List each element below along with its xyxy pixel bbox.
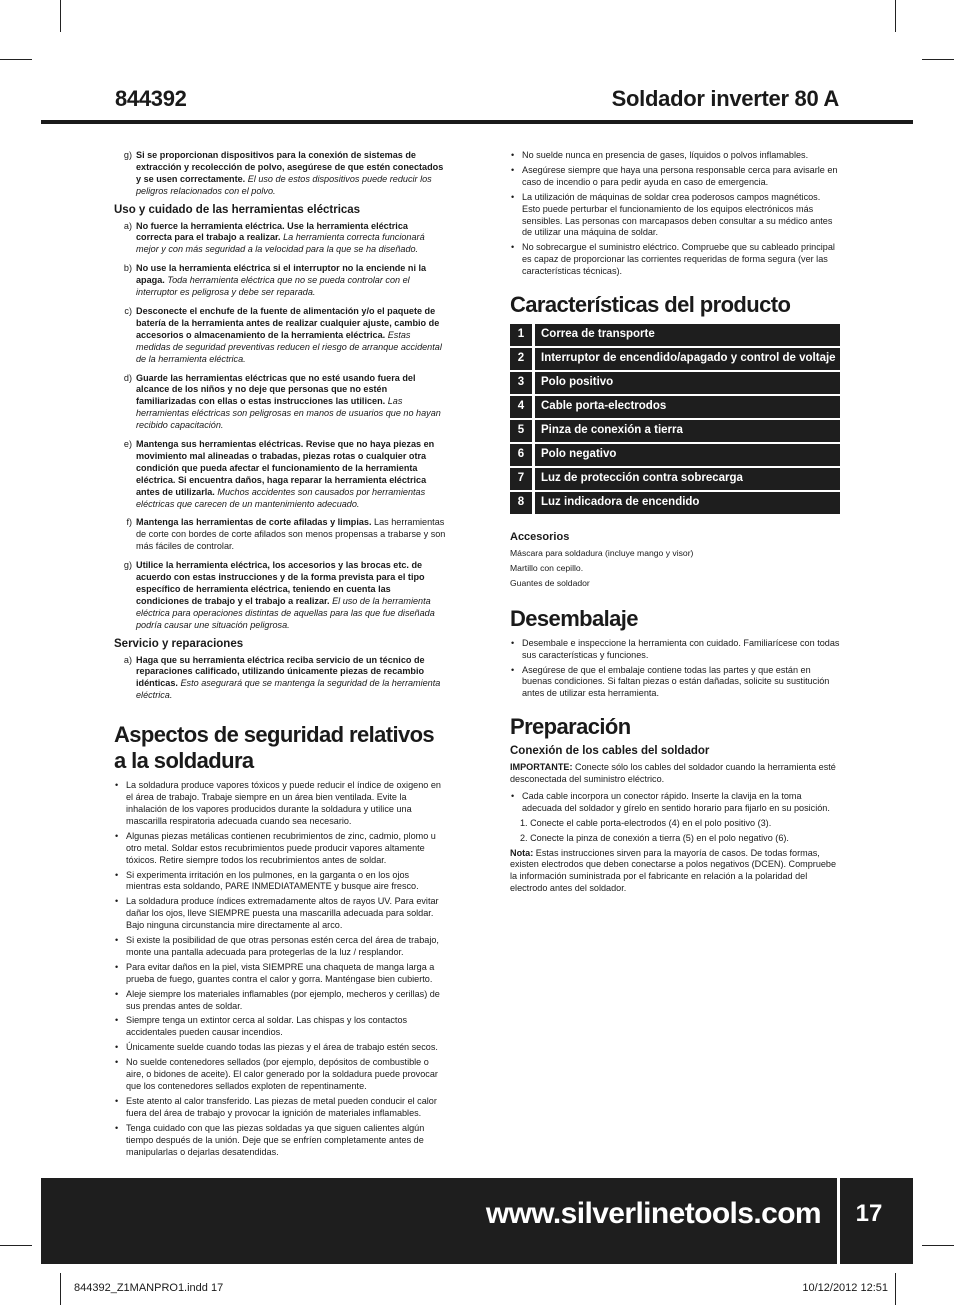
section-heading: Características del producto [510, 292, 791, 318]
item-italic-text: Esto asegurará que se mantenga la seguridad de la herramienta eléctrica. [136, 678, 441, 701]
feature-label: Polo negativo [535, 444, 840, 466]
accessories-list [510, 548, 840, 590]
feature-label: Correa de transporte [535, 324, 840, 346]
product-title: Soldador inverter 80 A [611, 86, 839, 111]
feature-number: 5 [510, 420, 532, 442]
item-label: a) [123, 220, 132, 231]
crop-mark [0, 1245, 32, 1246]
list-item: • Si existe la posibilidad de que otras personas estén cerca del área de trabajo, monte una pantalla adecuada para protegerlas de la luz / resplandor. [114, 935, 446, 959]
section-subheading: Uso y cuidado de las herramientas eléctricas [114, 203, 361, 216]
feature-row [510, 324, 840, 346]
item-bold-text: No use la herramienta eléctrica si el interruptor no la enciende ni la apaga. [136, 263, 427, 286]
step-item: 1. Conecte el cable porta-electrodos (4) en el polo positivo (3). [520, 817, 772, 828]
crop-mark [922, 59, 954, 60]
list-item: • Algunas piezas metálicas contienen recubrimientos de zinc, cadmio, plomo u otro metal. Soldar estos recubrimientos puede producir vapores altamente tóxicos. Retire siempre todos los recubrimientos antes de soldar. [114, 831, 446, 867]
item-bold-text: Desconecte el enchufe de la fuente de alimentación y/o el paquete de batería de la herramienta antes de realizar cualquier ajuste, cambio de accesorios o almacenamiento de la herramienta eléctrica. [136, 305, 440, 340]
list-item: • Únicamente suelde cuando todas las piezas y el área de trabajo estén secos. [114, 1042, 446, 1054]
steps-list [510, 818, 840, 845]
list-item: • Desembale e inspeccione la herramienta con cuidado. Familiarícese con todas sus características y funciones. [510, 638, 840, 662]
important-label: IMPORTANTE: [510, 762, 573, 773]
section-subheading: Accesorios [510, 531, 570, 544]
uso-items-list [114, 221, 446, 632]
list-item: • Asegúrese siempre que haya una persona responsable cerca para avisarle en caso de incendio o para pedir ayuda en caso de emergencia. [510, 165, 840, 189]
product-code: 844392 [115, 86, 187, 111]
list-item: • La soldadura produce índices extremadamente altos de rayos UV. Para evitar dañar los ojos, lleve SIEMPRE puesta una mascarilla adecuada para soldar. Bajo ninguna circunstancia mire directamente al arco. [114, 896, 446, 932]
connection-list [510, 791, 840, 815]
list-item: • Asegúrese de que el embalaje contiene todas las partes y que están en buenas condiciones. Si faltan piezas o están dañadas, solicite su sustitución antes de utilizar esta herramienta. [510, 665, 840, 701]
page-number: 17 [855, 1200, 883, 1227]
section-subheading: Servicio y reparaciones [114, 637, 244, 650]
website-url[interactable]: www.silverlinetools.com [485, 1197, 821, 1230]
feature-number: 3 [510, 372, 532, 394]
list-item: • Tenga cuidado con que las piezas soldadas ya que siguen calientes algún tiempo después de la unión. Deje que se enfríen completamente antes de manipularlas o dejarlas desatendidas. [114, 1123, 446, 1159]
feature-number: 7 [510, 468, 532, 490]
feature-label: Luz indicadora de encendido [535, 492, 840, 514]
feature-row [510, 468, 840, 490]
list-item: • La soldadura produce vapores tóxicos y puede reducir el índice de oxigeno en el área de trabajo. Trabaje siempre en un área bien ventilada. Evite la inhalación de los vapores producidos durante la soldadura y utilice una mascarilla respiratoria adecuada cuando sea necesario. [114, 780, 446, 828]
feature-row [510, 348, 840, 370]
feature-number: 8 [510, 492, 532, 514]
footer-bar [41, 1178, 837, 1264]
item-bold-text: Guarde las herramientas eléctricas que no esté usando fuera del alcance de los niños y no deje que personas que no estén familiarizadas con ellas o estas instrucciones las utilicen. [136, 372, 416, 407]
safety-item [114, 221, 446, 257]
item-label: g) [123, 150, 132, 160]
item-label: e) [123, 439, 132, 450]
list-item: • Para evitar daños en la piel, vista SIEMPRE una chaqueta de manga larga a prueba de fuego, guantes contra el calor y gorra. Manténgase bien cubierto. [114, 962, 446, 986]
list-item: • Aleje siempre los materiales inflamables (por ejemplo, mecheros y cerillas) de sus prendas antes de soldar. [114, 989, 446, 1013]
item-label: f) [126, 517, 132, 528]
left-column [114, 150, 446, 1161]
item-italic-text: Estas medidas de seguridad preventivas reducen el riesgo de arranque accidental de la herramienta eléctrica. [136, 329, 442, 364]
list-item: • Cada cable incorpora un conector rápido. Inserte la clavija en la toma adecuada del soldador y gírelo en sentido horario para fijarlo en su posición. [510, 791, 840, 815]
item-label: d) [123, 372, 132, 383]
item-bold-text: No fuerce la herramienta eléctrica. Use la herramienta eléctrica correcta para el trabajo a realizar. [136, 220, 408, 243]
section-heading: Aspectos de seguridad relativos a la soldadura [114, 722, 435, 774]
date-slug: 10/12/2012 12:51 [802, 1282, 888, 1294]
list-item: • No sobrecargue el suministro eléctrico. Compruebe que su cableado principal es capaz de proporcionar las corrientes requeridas de forma segura (ver las características técnicas). [510, 242, 840, 278]
page-number-box [840, 1178, 913, 1264]
important-note [510, 762, 840, 786]
list-item: • Siempre tenga un extintor cerca al soldar. Las chispas y los contactos accidentales pueden causar incendios. [114, 1015, 446, 1039]
list-item: • Si experimenta irritación en los pulmones, en la garganta o en los ojos mientras esta soldando, PARE INMEDIATAMENTE y busque aire fresco. [114, 870, 446, 894]
accessory-item: Guantes de soldador [510, 577, 590, 588]
list-item: • No suelde nunca en presencia de gases, líquidos o polvos inflamables. [510, 150, 840, 162]
item-italic-text: Toda herramienta eléctrica que no se pueda controlar con el interruptor es peligrosa y debe ser reparada. [136, 275, 410, 298]
item-italic-text: Las herramientas eléctricas son peligrosas en manos de usuarios que no hayan recibido capacitación. [136, 396, 441, 431]
item-label: b) [123, 263, 132, 274]
section-heading: Desembalaje [510, 605, 638, 631]
crop-mark [0, 59, 32, 60]
feature-number: 1 [510, 324, 532, 346]
list-item: • Este atento al calor transferido. Las piezas de metal pueden conducir el calor fuera del área de trabajo y provocar la ignición de materiales inflamables. [114, 1096, 446, 1120]
crop-mark [895, 1273, 896, 1305]
accessory-item: Máscara para soldadura (incluye mango y visor) [510, 547, 694, 558]
item-italic-text: El uso de estos dispositivos puede reducir los peligros relacionados con el polvo. [136, 173, 432, 196]
crop-mark [922, 1245, 954, 1246]
safety-item [114, 439, 446, 510]
item-italic-text: El uso de la herramienta eléctrica para operaciones distintas de aquellas para las que fue diseñada podría causar une situación peligrosa. [136, 595, 435, 630]
section-heading: Preparación [510, 714, 631, 740]
safety-item [114, 560, 446, 631]
item-bold-text: Utilice la herramienta eléctrica, los accesorios y las brocas etc. de acuerdo con estas instrucciones y de la forma prevista para el tipo específico de herramienta eléctrica, teniendo en cuenta las condiciones de trabajo y el trabajo a realizar. [136, 560, 425, 606]
feature-row [510, 492, 840, 514]
unpacking-list [510, 638, 840, 701]
general-safety-list [510, 150, 840, 278]
feature-number: 4 [510, 396, 532, 418]
welding-safety-list [114, 780, 446, 1158]
safety-item [114, 373, 446, 433]
safety-item [114, 263, 446, 299]
note-paragraph [510, 848, 840, 896]
safety-item [114, 306, 446, 366]
file-slug: 844392_Z1MANPRO1.indd 17 [74, 1282, 224, 1294]
list-item: • No suelde contenedores sellados (por ejemplo, depósitos de combustible o aire, o bidones de aceite). El calor generado por la soldadura puede provocar que los contenedores sellados exploten de repentinamente. [114, 1057, 446, 1093]
item-italic-text: Muchos accidentes son causados por herramientas eléctricas que carecen de un mantenimiento adecuado. [136, 486, 426, 509]
feature-label: Pinza de conexión a tierra [535, 420, 840, 442]
feature-row [510, 396, 840, 418]
section-subheading: Conexión de los cables del soldador [510, 745, 710, 758]
feature-label: Cable porta-electrodos [535, 396, 840, 418]
feature-number: 6 [510, 444, 532, 466]
crop-mark [60, 0, 61, 32]
feature-row [510, 420, 840, 442]
item-bold-text: Mantenga las herramientas de corte afiladas y limpias. [136, 517, 375, 528]
item-italic-text: La herramienta correcta funcionará mejor y con más seguridad a la velocidad para la que se ha diseñado. [136, 232, 425, 255]
features-table [510, 324, 840, 514]
right-column [510, 150, 840, 895]
item-label: c) [124, 305, 132, 316]
item-label: g) [123, 560, 132, 571]
feature-row [510, 372, 840, 394]
feature-number: 2 [510, 348, 532, 370]
feature-label: Luz de protección contra sobrecarga [535, 468, 840, 490]
page-header [115, 86, 839, 116]
item-bold-text: Si se proporcionan dispositivos para la conexión de sistemas de extracción y recolección de polvo, asegúrese de que estén conectados y se usen correctamente. [136, 150, 444, 184]
feature-label: Interruptor de encendido/apagado y control de voltaje [535, 348, 840, 370]
item-plain-text: Las herramientas de corte con bordes de corte afilados son menos propensas a trabarse y son más fáciles de controlar. [136, 517, 446, 552]
item-bold-text: Haga que su herramienta eléctrica reciba servicio de un técnico de reparaciones calificado, utilizando únicamente piezas de recambio idénticas. [136, 654, 425, 689]
crop-mark [60, 1273, 61, 1305]
accessory-item: Martillo con cepillo. [510, 562, 584, 573]
list-item: • La utilización de máquinas de soldar crea poderosos campos magnéticos. Esto puede perturbar el funcionamiento de los equipos electrónicos más sensibles. Las personas con marcapasos deben consultar a su médico antes de utilizar una máquina de soldar. [510, 192, 840, 240]
feature-row [510, 444, 840, 466]
safety-item [114, 517, 446, 553]
header-rule [41, 120, 913, 124]
safety-item [114, 655, 446, 703]
note-label: Nota: [510, 847, 534, 858]
feature-label: Polo positivo [535, 372, 840, 394]
safety-item [114, 150, 446, 198]
item-bold-text: Mantenga sus herramientas eléctricas. Revise que no haya piezas en movimiento mal alineadas o trabadas, piezas rotas o cualquier otra condición que pueda afectar el funcionamiento de la herramienta eléctrica. Si encuentra daños, haga reparar la herramienta eléctrica antes de utilizarla. [136, 439, 435, 497]
step-item: 2. Conecte la pinza de conexión a tierra (5) en el polo negativo (6). [520, 832, 789, 843]
item-label: a) [123, 654, 132, 665]
note-text: Estas instrucciones sirven para la mayoría de casos. De todas formas, existen electrodos que deben conectarse a polos negativos (DCEN). Compruebe la información suministrada por el fabricante en relación a la polaridad del electrodo antes del soldador. [510, 847, 837, 894]
important-text: Conecte sólo los cables del soldador cuando la herramienta esté desconectada del suministro eléctrico. [510, 762, 836, 785]
crop-mark [895, 0, 896, 32]
